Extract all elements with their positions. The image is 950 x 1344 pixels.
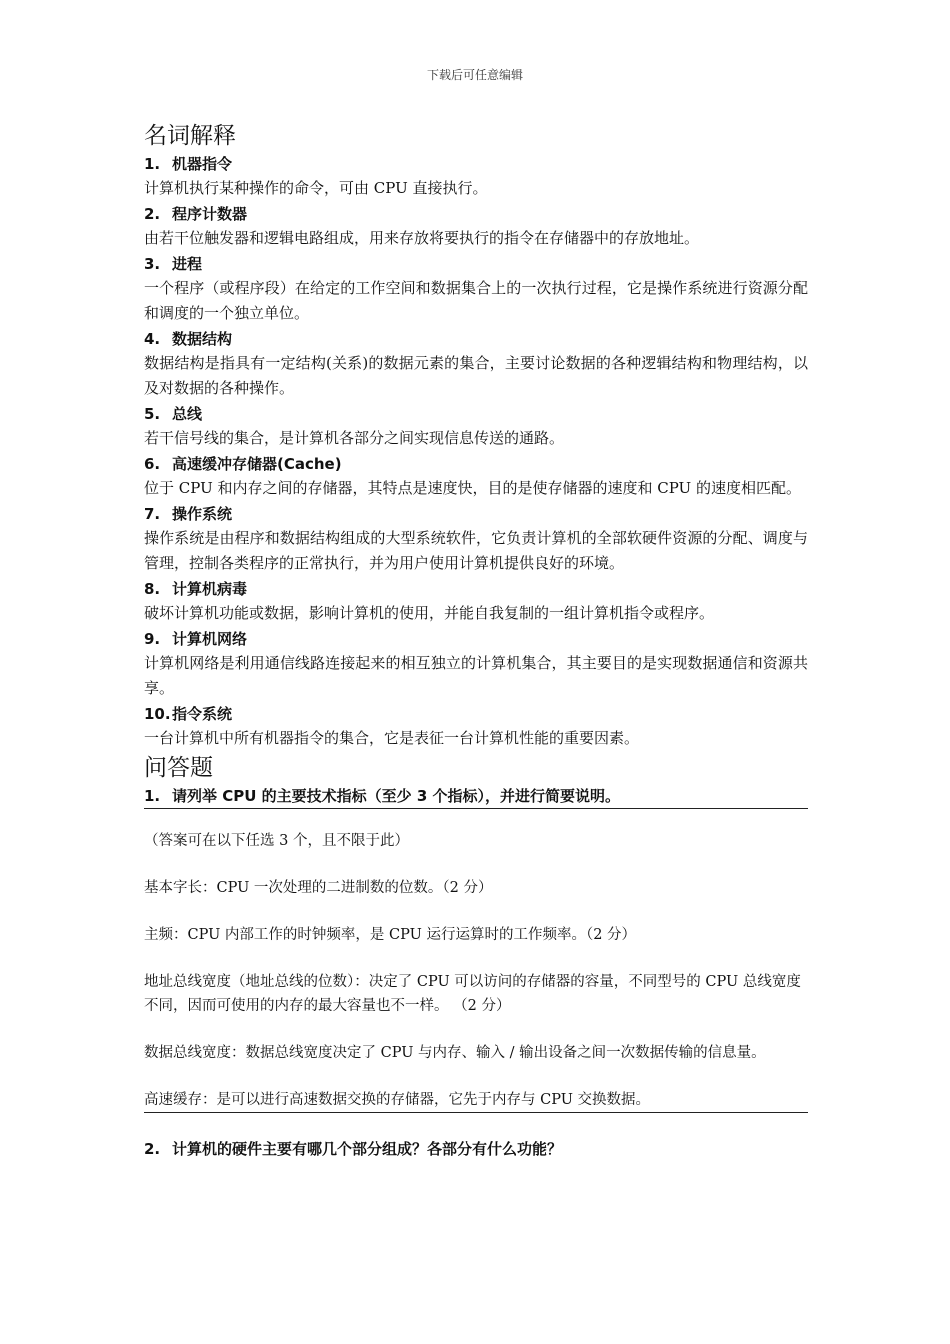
question-number: 2. [144,1140,161,1158]
answer-item: 地址总线宽度（地址总线的位数）：决定了 CPU 可以访问的存储器的容量，不同型号的 CPU 总线宽度不同，因而可使用的内存的最大容量也不一样。 （2 分） [144,974,801,1014]
term-item [144,202,808,251]
term-number: 1. [144,155,161,173]
section-title-qa: 问答题 [144,755,213,781]
term-number: 7. [144,505,161,523]
term-number: 3. [144,255,161,273]
question-1 [144,784,808,1113]
term-number: 4. [144,330,161,348]
answer-item: 基本字长：CPU 一次处理的二进制数的位数。（2 分） [144,880,493,896]
term-definition: 计算机执行某种操作的命令，可由 CPU 直接执行。 [144,179,488,197]
term-name: 计算机网络 [172,630,248,648]
term-number: 5. [144,405,161,423]
page-header: 下载后可任意编辑 [426,68,523,82]
term-definition: 一个程序（或程序段）在给定的工作空间和数据集合上的一次执行过程，它是操作系统进行资源分配和调度的一个独立单位。 [144,279,808,322]
term-item [144,402,808,451]
term-number: 10. [144,705,171,723]
term-item [144,327,808,401]
term-name: 程序计数器 [172,205,248,223]
term-number: 8. [144,580,161,598]
question-text: 请列举 CPU 的主要技术指标（至少 3 个指标），并进行简要说明。 [172,787,621,805]
question-2 [144,1137,808,1161]
term-list [144,152,808,751]
answer-note: （答案可在以下任选 3 个，且不限于此） [144,833,409,849]
answer-item: 高速缓存：是可以进行高速数据交换的存储器，它先于内存与 CPU 交换数据。 [144,1092,651,1108]
term-item [144,627,808,701]
term-number: 2. [144,205,161,223]
answer-box [144,808,808,1113]
term-definition: 破坏计算机功能或数据，影响计算机的使用，并能自我复制的一组计算机指令或程序。 [144,604,715,622]
answer-item: 数据总线宽度：数据总线宽度决定了 CPU 与内存、输入 / 输出设备之间一次数据传输的信息量。 [144,1045,766,1061]
term-item [144,252,808,326]
term-name: 总线 [172,405,203,423]
term-item [144,577,808,626]
term-name: 高速缓冲存储器(Cache) [172,455,342,473]
question-number: 1. [144,787,161,805]
term-item [144,152,808,201]
term-name: 机器指令 [172,155,233,173]
term-item [144,702,808,751]
term-definition: 数据结构是指具有一定结构(关系)的数据元素的集合，主要讨论数据的各种逻辑结构和物理结构，以及对数据的各种操作。 [144,354,808,397]
term-definition: 一台计算机中所有机器指令的集合，它是表征一台计算机性能的重要因素。 [144,729,640,747]
term-name: 进程 [172,255,203,273]
term-number: 9. [144,630,161,648]
term-definition: 操作系统是由程序和数据结构组成的大型系统软件，它负责计算机的全部软硬件资源的分配、调度与管理，控制各类程序的正常执行，并为用户使用计算机提供良好的环境。 [144,529,808,572]
term-item [144,502,808,576]
term-definition: 位于 CPU 和内存之间的存储器，其特点是速度快，目的是使存储器的速度和 CPU 的速度相匹配。 [144,479,801,497]
term-name: 数据结构 [172,330,233,348]
answer-item: 主频：CPU 内部工作的时钟频率，是 CPU 运行运算时的工作频率。（2 分） [144,927,637,943]
term-definition: 计算机网络是利用通信线路连接起来的相互独立的计算机集合，其主要目的是实现数据通信和资源共享。 [144,654,808,697]
term-definition: 若干信号线的集合，是计算机各部分之间实现信息传送的通路。 [144,429,565,447]
document-body [144,120,808,1161]
question-text: 计算机的硬件主要有哪几个部分组成？各部分有什么功能？ [172,1140,563,1158]
term-name: 计算机病毒 [172,580,248,598]
term-definition: 由若干位触发器和逻辑电路组成，用来存放将要执行的指令在存储器中的存放地址。 [144,229,700,247]
section-title-terms: 名词解释 [144,123,236,149]
term-name: 指令系统 [172,705,233,723]
term-item [144,452,808,501]
term-name: 操作系统 [172,505,233,523]
term-number: 6. [144,455,161,473]
